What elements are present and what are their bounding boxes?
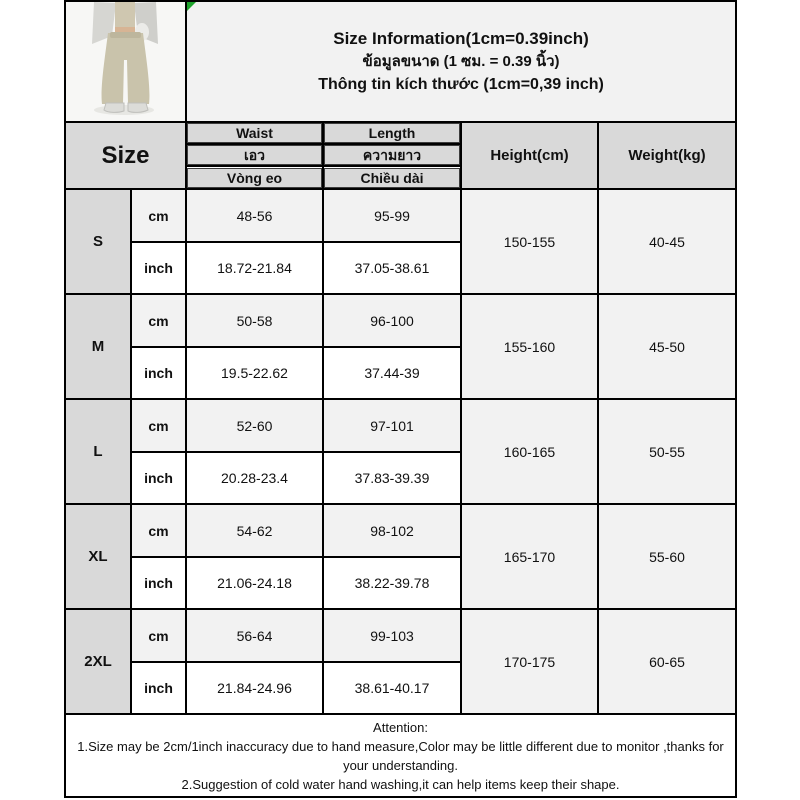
unit-inch: inch [131,347,186,399]
attention-note-1: 1.Size may be 2cm/1inch inaccuracy due to hand measure,Color may be little different due to monitor ,thanks for your understanding. [77,738,724,773]
waist-header-cell [186,122,323,144]
waist-header-cell-th [186,144,323,166]
table-row [65,189,736,242]
table-row [65,294,736,347]
length-cm-s: 95-99 [323,189,461,242]
unit-inch: inch [131,557,186,609]
length-inch-l: 37.83-39.39 [323,452,461,504]
title-vi: Thông tin kích thước (1cm=0,39 inch) [318,76,604,93]
height-m: 155-160 [461,294,598,399]
title-th: ข้อมูลขนาด (1 ซม. = 0.39 นิ้ว) [362,53,560,70]
length-header-cell [323,122,461,144]
attention-heading: Attention: [373,719,428,735]
length-header-en: Length [324,123,460,143]
weight-l: 50-55 [598,399,736,504]
unit-cm: cm [131,399,186,452]
length-cm-m: 96-100 [323,294,461,347]
length-header-cell-vi [323,166,461,189]
height-2xl: 170-175 [461,609,598,714]
waist-inch-xl: 21.06-24.18 [186,557,323,609]
length-header-th: ความยาว [324,145,460,165]
length-header-cell-th [323,144,461,166]
weight-2xl: 60-65 [598,609,736,714]
size-label-m: M [65,294,131,399]
attention-box [65,714,736,797]
waist-inch-s: 18.72-21.84 [186,242,323,294]
length-inch-m: 37.44-39 [323,347,461,399]
waist-cm-2xl: 56-64 [186,609,323,662]
unit-cm: cm [131,294,186,347]
waist-header-vi: Vòng eo [187,168,322,188]
waist-cm-m: 50-58 [186,294,323,347]
height-column-header: Height(cm) [461,122,598,189]
weight-s: 40-45 [598,189,736,294]
size-label-l: L [65,399,131,504]
unit-cm: cm [131,609,186,662]
waist-header-en: Waist [187,123,322,143]
weight-column-header: Weight(kg) [598,122,736,189]
attention-note-2: 2.Suggestion of cold water hand washing,it can help items keep their shape. [181,776,620,792]
table-row [65,609,736,662]
length-inch-2xl: 38.61-40.17 [323,662,461,714]
length-header-vi: Chiều dài [324,168,460,188]
size-table [64,0,737,798]
corner-marker-icon [187,2,196,11]
size-chart-sheet [64,0,736,798]
table-row [65,504,736,557]
size-label-xl: XL [65,504,131,609]
table-row [65,399,736,452]
size-label-s: S [65,189,131,294]
waist-header-th: เอว [187,145,322,165]
unit-cm: cm [131,504,186,557]
unit-inch: inch [131,662,186,714]
unit-inch: inch [131,452,186,504]
length-inch-xl: 38.22-39.78 [323,557,461,609]
length-cm-xl: 98-102 [323,504,461,557]
weight-xl: 55-60 [598,504,736,609]
waist-cm-l: 52-60 [186,399,323,452]
waist-header-cell-vi [186,166,323,189]
waist-inch-2xl: 21.84-24.96 [186,662,323,714]
weight-m: 45-50 [598,294,736,399]
unit-inch: inch [131,242,186,294]
waist-cm-s: 48-56 [186,189,323,242]
waist-inch-m: 19.5-22.62 [186,347,323,399]
unit-cm: cm [131,189,186,242]
length-cm-l: 97-101 [323,399,461,452]
waist-inch-l: 20.28-23.4 [186,452,323,504]
height-l: 160-165 [461,399,598,504]
length-inch-s: 37.05-38.61 [323,242,461,294]
height-xl: 165-170 [461,504,598,609]
product-photo-cell [65,1,186,122]
height-s: 150-155 [461,189,598,294]
length-cm-2xl: 99-103 [323,609,461,662]
title-cell [186,1,736,122]
size-label-2xl: 2XL [65,609,131,714]
title-en: Size Information(1cm=0.39inch) [333,29,589,48]
product-photo [66,2,185,116]
waist-cm-xl: 54-62 [186,504,323,557]
size-column-header: Size [65,122,186,189]
